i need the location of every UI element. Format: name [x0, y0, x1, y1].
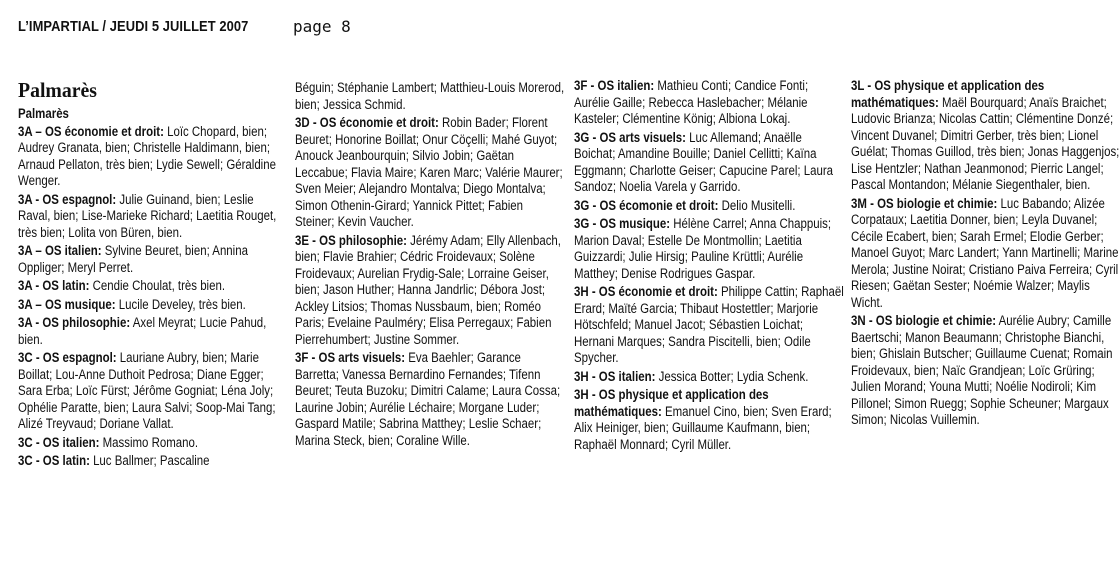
palmares-entry	[18, 278, 288, 295]
entry-names: Massimo Romano.	[99, 434, 199, 450]
column-3	[574, 78, 844, 455]
palmares-entry	[574, 387, 844, 453]
entry-class-label: 3C - OS italien:	[18, 434, 100, 450]
palmares-entry	[18, 350, 288, 433]
palmares-entry	[574, 216, 844, 282]
entry-names: Jérémy Adam; Elly Allenbach, bien; Flavie Brahier; Cédric Froidevaux; Solène Froidevaux; Aurelian Frydig-Sale; Lorraine Geiser, bien; Jason Huther; Hanna Jandrlic; Débora Jost; Ackley Litsios; Thomas Nussbaum, bien; Roméo Paris; Evelaine Paulméry; Elisa Perregaux; Fabien Pierrehumbert; Justine Sommer.	[295, 232, 561, 347]
entry-names: Eva Baehler; Garance Barretta; Vanessa Bernardino Fernandes; Tifenn Beuret; Teuta Buzoku; Dimitri Calame; Laura Cossa; Laurine Jobin; Aurélie Léchaire; Morgane Luder; Gaspard Matile; Sabrina Matthey; Leslie Schaer; Marina Steck, bien; Coraline Wille.	[295, 350, 561, 448]
palmares-entry	[18, 435, 288, 452]
entry-class-label: 3A - OS latin:	[18, 278, 90, 293]
entry-class-label: 3H - OS italien:	[574, 368, 656, 384]
palmares-entry	[295, 350, 565, 449]
entry-names: Maël Bourquard; Anaïs Braichet; Ludovic Brianza; Nicolas Cattin; Clémentine Donzé; Vincent Duvanel; Dimitri Gerber, très bien; Lionel Guélat; Thomas Guillod, très bien; Jonas Haggenjos; Lise Hentzler; Nathan Jeanmonod; Pierric Langel; Pascal Montandon; Mélanie Siegenthaler, bien.	[851, 94, 1120, 192]
column-4	[851, 78, 1120, 431]
entry-class-label: 3A - OS espagnol:	[18, 191, 117, 207]
column-1	[18, 78, 277, 472]
palmares-entry	[851, 196, 1120, 312]
entry-class-label: 3H - OS économie et droit:	[574, 284, 718, 299]
page-number: page 8	[293, 17, 351, 36]
entry-names: Emanuel Cino, bien; Sven Erard; Alix Heiniger, bien; Guillaume Kaufmann, bien; Raphaël Monnard; Cyril Müller.	[574, 403, 832, 452]
palmares-entry	[18, 315, 288, 348]
entry-names: Philippe Cattin; Raphaël Erard; Maïté Garcia; Thibaut Hostettler; Marjorie Hötschfeld; Manuel Jacot; Sébastien Loichat; Hernani Marques; Sandra Piscitelli, bien; Odile Spycher.	[574, 284, 844, 365]
palmares-entry	[295, 233, 565, 349]
entry-class-label: 3L - OS physique et application des mathématiques:	[851, 78, 1045, 110]
palmares-entry	[18, 243, 288, 276]
entry-class-label: 3D - OS économie et droit:	[295, 115, 439, 130]
palmares-entry	[851, 313, 1120, 429]
palmares-entry	[574, 130, 844, 196]
page-header	[18, 17, 351, 42]
column-2	[295, 80, 565, 451]
entry-names: Julie Guinand, bien; Leslie Raval, bien; Lise-Marieke Richard; Laetitia Rouget, très bien; Lolita von Büren, bien.	[18, 191, 277, 240]
section-title: Palmarès	[18, 78, 97, 102]
entry-class-label: 3G - OS arts visuels:	[574, 129, 686, 145]
column-entries	[574, 78, 844, 453]
palmares-entry	[574, 78, 844, 128]
section-subtitle: Palmarès	[18, 106, 69, 121]
entry-class-label: 3C - OS latin:	[18, 453, 90, 468]
entry-names: Loïc Chopard, bien; Audrey Granata, bien; Christelle Haldimann, bien; Arnaud Pellaton, très bien; Lydie Sewell; Géraldine Wenger.	[18, 123, 276, 188]
palmares-entry	[574, 369, 844, 386]
entry-class-label: 3H - OS physique et application des mathématiques:	[574, 387, 769, 419]
entry-names: Robin Bader; Florent Beuret; Honorine Boillat; Onur Cöçelli; Mahé Guyot; Anouck Jeanbourquin; Silvio Jobin; Gaëtan Leccabue; Flavia Maire; Karen Marc; Valérie Maurer; Sven Meier; Alejandro Montalva; Diego Montalva; Simon Othenin-Girard; Yannick Pittet; Fabien Steiner; Kevin Vaucher.	[295, 115, 563, 229]
palmares-entry	[574, 284, 844, 367]
entry-names: Axel Meyrat; Lucie Pahud, bien.	[18, 315, 267, 347]
entry-names: Mathieu Conti; Candice Fonti; Aurélie Gaille; Rebecca Haslebacher; Mélanie Kasteler; Clémentine König; Albiona Lokaj.	[574, 78, 809, 126]
continuation-text: Béguin; Stéphanie Lambert; Matthieu-Louis Morerod, bien; Jessica Schmid.	[295, 80, 565, 112]
entry-names: Cendie Choulat, très bien.	[89, 278, 226, 293]
entry-class-label: 3N - OS biologie et chimie:	[851, 313, 997, 328]
entry-class-label: 3G - OS écomonie et droit:	[574, 197, 719, 213]
entry-class-label: 3F - OS italien:	[574, 78, 655, 93]
entry-class-label: 3G - OS musique:	[574, 216, 671, 231]
newspaper-dateline: L’IMPARTIAL / JEUDI 5 JUILLET 2007	[18, 18, 249, 35]
entry-names: Delio Musitelli.	[718, 197, 796, 213]
entry-class-label: 3A – OS économie et droit:	[18, 123, 164, 139]
palmares-entry	[295, 115, 565, 231]
entry-class-label: 3F - OS arts visuels:	[295, 350, 406, 365]
entry-names: Luc Ballmer; Pascaline	[89, 453, 210, 468]
entry-names: Luc Babando; Alizée Corpataux; Laetitia Donner, bien; Leyla Duvanel; Cécile Ecabert, bien; Sarah Ermel; Elodie Gerber; Manoel Guyot; Marc Landert; Yann Martinelli; Marine Merola; Justine Noirat; Cristiano Paiva Ferreira; Cyril Riesen; Gaëtan Sester; Noémie Walzer; Maylis Wicht.	[851, 195, 1119, 310]
entry-names: Aurélie Aubry; Camille Baertschi; Manon Beaumann; Christophe Bianchi, bien; Ghislain Butscher; Guillaume Cuenat; Romain Froidevaux, bien; Naïc Grandjean; Loïc Grüring; Julien Morand; Youna Mutti; Noélie Nodiroli; Kim Pillonel; Simon Ruegg; Sophie Scheuner; Margaux Simon; Nicolas Vuillemin.	[851, 313, 1113, 427]
entry-class-label: 3A - OS philosophie:	[18, 315, 131, 330]
palmares-entry	[574, 198, 844, 215]
column-entries	[18, 124, 288, 470]
entry-class-label: 3C - OS espagnol:	[18, 350, 117, 365]
entry-class-label: 3E - OS philosophie:	[295, 232, 407, 248]
palmares-entry	[18, 192, 288, 242]
entry-names: Lucile Develey, très bien.	[115, 296, 246, 312]
entry-class-label: 3A – OS italien:	[18, 243, 102, 258]
palmares-entry	[18, 124, 288, 190]
column-entries	[295, 115, 565, 449]
entry-names: Hélène Carrel; Anna Chappuis; Marion Daval; Estelle De Montmollin; Laetitia Guizzardi; Julie Hirsig; Pauline Krüttli; Aurélie Matthey; Denise Rodrigues Gaspar.	[574, 216, 832, 281]
entry-names: Luc Allemand; Anaëlle Boichat; Amandine Bouille; Daniel Cellitti; Kaïna Eggmann; Charlotte Geiser; Capucine Parel; Laura Sandoz; Noelia Varela y Garrido.	[574, 129, 834, 194]
entry-class-label: 3M - OS biologie et chimie:	[851, 195, 998, 211]
entry-class-label: 3A – OS musique:	[18, 296, 116, 312]
entry-names: Lauriane Aubry, bien; Marie Boillat; Lou-Anne Duthoit Pedrosa; Diane Egger; Sara Erba; Loïc Fürst; Jérôme Gogniat; Léna Joly; Ophélie Paratte, bien; Laura Salvi; Soop-Mai Tang; Alizé Treyvaud; Doriane Vallat.	[18, 350, 276, 431]
palmares-entry	[18, 453, 288, 470]
palmares-entry	[18, 297, 288, 314]
palmares-entry	[851, 78, 1120, 194]
column-entries	[851, 78, 1120, 429]
entry-names: Jessica Botter; Lydia Schenk.	[655, 368, 809, 384]
entry-names: Sylvine Beuret, bien; Annina Oppliger; Meryl Perret.	[18, 243, 248, 275]
